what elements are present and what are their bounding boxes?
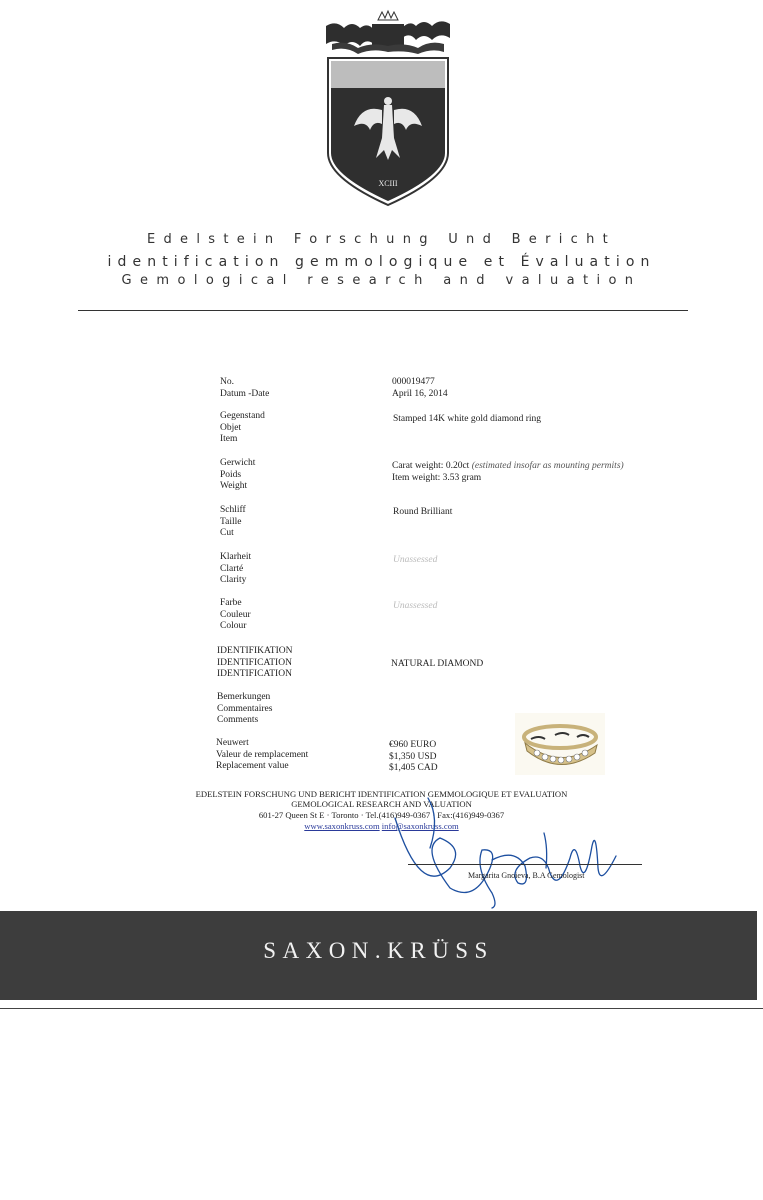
bottom-divider	[0, 1008, 763, 1009]
footer-address: 601-27 Queen St E · Toronto · Tel.(416)949-0367 · Fax:(416)949-0367	[258, 810, 505, 820]
gemologist-signature	[380, 778, 630, 913]
weight-values	[392, 461, 624, 484]
footer-company-english: GEMOLOGICAL RESEARCH AND VALUATION	[291, 799, 472, 809]
brand-name: SAXON.KRÜSS	[263, 938, 494, 963]
signature-line	[408, 864, 642, 865]
identification-labels: IDENTIFIKATION IDENTIFICATION IDENTIFICATION	[217, 646, 293, 679]
number-labels: No. Datum -Date	[220, 377, 270, 399]
carat-estimate-note: (estimated insofar as mounting permits)	[471, 461, 624, 471]
item-weight: Item weight: 3.53 gram	[392, 472, 482, 483]
clarity-value: Unassessed	[393, 555, 438, 565]
carat-weight: Carat weight: 0.20ct	[392, 461, 470, 471]
replacement-labels: Neuwert Valeur de remplacement Replacement value	[216, 738, 309, 771]
cut-labels: Schliff Taille Cut	[220, 505, 246, 538]
email-link[interactable]: info@saxonkruss.com	[381, 821, 459, 831]
header-german: Edelstein Forschung Und Bericht	[146, 232, 617, 247]
ring-photo	[515, 713, 605, 775]
clarity-labels: Klarheit Clarté Clarity	[220, 552, 252, 585]
weight-labels: Gerwicht Poids Weight	[220, 458, 256, 491]
identification-value: NATURAL DIAMOND	[391, 659, 484, 669]
website-link[interactable]: www.saxonkruss.com	[304, 821, 380, 831]
item-labels: Gegenstand Objet Item	[220, 411, 265, 444]
header-french: identification gemmologique et Évaluation	[107, 254, 656, 270]
colour-labels: Farbe Couleur Colour	[220, 598, 251, 631]
coat-of-arms-crest	[318, 8, 458, 208]
replacement-values: €960 EURO $1,350 USD $1,405 CAD	[389, 740, 438, 773]
header-english: Gemological research and valuation	[121, 273, 642, 288]
number-values	[392, 377, 448, 400]
item-value: Stamped 14K white gold diamond ring	[393, 414, 542, 424]
header-divider	[78, 310, 688, 311]
crest-motto: XCIII	[378, 179, 398, 188]
report-number: 000019477	[392, 377, 435, 387]
colour-value: Unassessed	[393, 601, 438, 611]
report-date: April 16, 2014	[392, 388, 448, 399]
footer-company-line: EDELSTEIN FORSCHUNG UND BERICHT IDENTIFICATION GEMMOLOGIQUE ET EVALUATION	[195, 789, 568, 799]
gemologist-name: Margarita Gnoieva, B.A Gemologist	[468, 871, 585, 880]
cut-value: Round Brilliant	[393, 507, 453, 517]
comments-labels: Bemerkungen Commentaires Comments	[217, 692, 273, 725]
